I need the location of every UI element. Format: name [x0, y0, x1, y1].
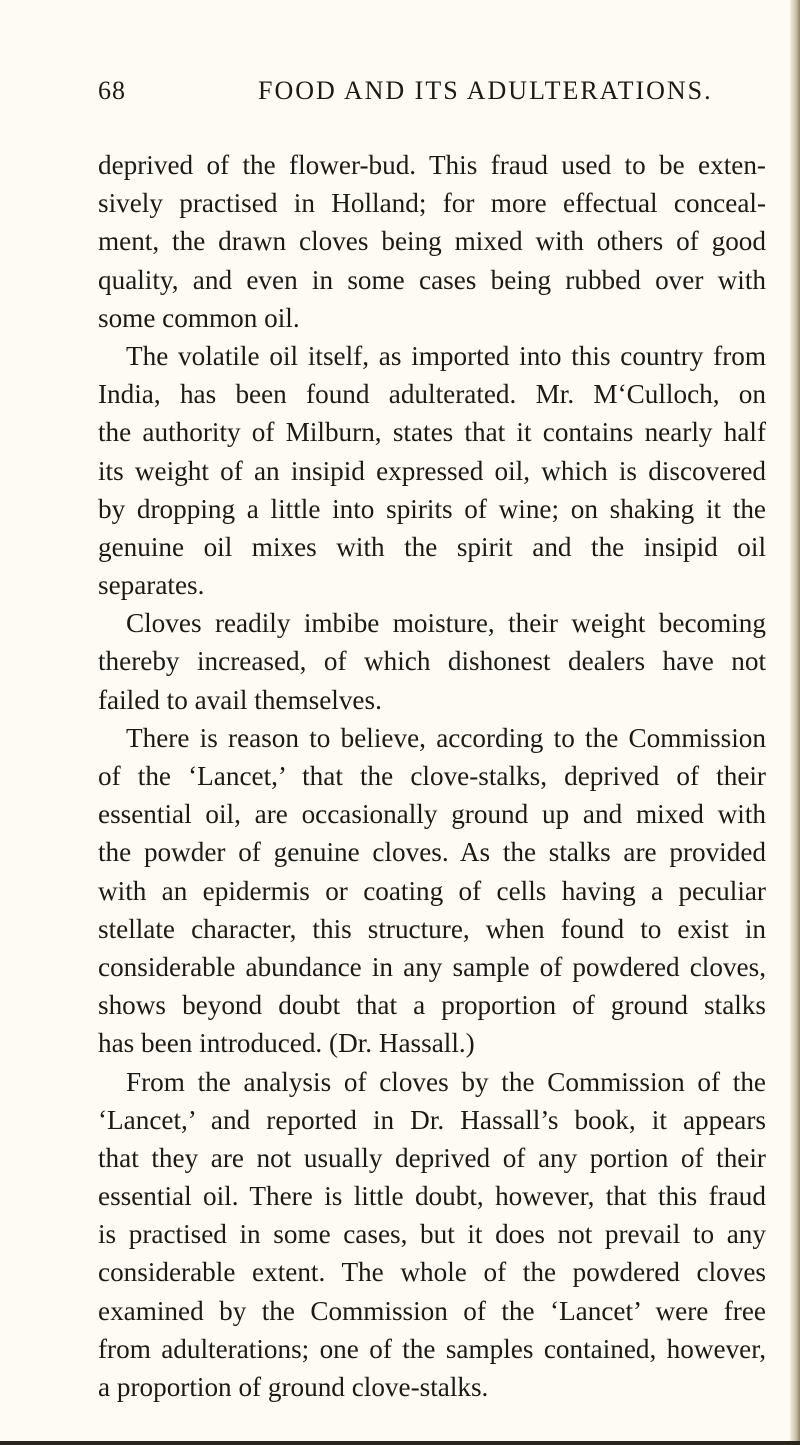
- text-line: its weight of an insipid expressed oil, which is discovered: [98, 455, 766, 486]
- text-line: sively practised in Holland; for more effectual conceal-: [98, 188, 766, 219]
- text-line: by dropping a little into spirits of wine; on shaking it the: [98, 493, 766, 524]
- text-line: ‘Lancet,’ and reported in Dr. Hassall’s book, it appears: [98, 1104, 766, 1135]
- text-line: from adulterations; one of the samples contained, however,: [98, 1333, 766, 1364]
- text-line: examined by the Commission of the ‘Lancet’ were free: [98, 1295, 766, 1326]
- text-line: is practised in some cases, but it does not prevail to any: [98, 1219, 766, 1250]
- running-title: FOOD AND ITS ADULTERATIONS.: [258, 76, 713, 105]
- text-line: deprived of the flower-bud. This fraud used to be exten-: [98, 150, 766, 180]
- body-text: [98, 146, 766, 1406]
- text-line: with an epidermis or coating of cells having a peculiar: [98, 875, 766, 906]
- text-line: Cloves readily imbibe moisture, their weight becoming: [126, 608, 766, 639]
- running-header: [98, 76, 768, 116]
- text-line: considerable abundance in any sample of powdered cloves,: [98, 951, 766, 982]
- text-line: some common oil.: [98, 302, 300, 333]
- page-edge-shadow: [790, 0, 800, 1445]
- text-line: From the analysis of cloves by the Commission of the: [126, 1066, 766, 1097]
- text-line: the powder of genuine cloves. As the stalks are provided: [98, 837, 766, 868]
- page-number: 68: [98, 76, 126, 105]
- text-line: thereby increased, of which dishonest dealers have not: [98, 646, 766, 677]
- bottom-rule: [0, 1441, 800, 1445]
- text-line: shows beyond doubt that a proportion of ground stalks: [98, 990, 766, 1021]
- text-line: stellate character, this structure, when found to exist in: [98, 913, 766, 944]
- text-line: The volatile oil itself, as imported into this country from: [126, 340, 766, 371]
- text-line: essential oil, are occasionally ground up and mixed with: [98, 799, 766, 830]
- text-line: has been introduced. (Dr. Hassall.): [98, 1028, 475, 1059]
- text-line: There is reason to believe, according to the Commission: [126, 722, 766, 753]
- text-line: considerable extent. The whole of the powdered cloves: [98, 1257, 766, 1288]
- text-line: of the ‘Lancet,’ that the clove-stalks, deprived of their: [98, 761, 766, 791]
- text-line: that they are not usually deprived of any portion of their: [98, 1142, 766, 1173]
- text-line: India, has been found adulterated. Mr. M‘Culloch, on: [98, 379, 766, 410]
- text-line: the authority of Milburn, states that it contains nearly half: [98, 417, 766, 448]
- text-line: failed to avail themselves.: [98, 684, 382, 715]
- text-line: a proportion of ground clove-stalks.: [98, 1372, 489, 1402]
- text-line: quality, and even in some cases being rubbed over with: [98, 264, 766, 295]
- text-line: ment, the drawn cloves being mixed with others of good: [98, 226, 766, 257]
- text-line: essential oil. There is little doubt, however, that this fraud: [98, 1181, 766, 1212]
- text-line: genuine oil mixes with the spirit and the insipid oil: [98, 531, 766, 562]
- text-line: separates.: [98, 570, 205, 601]
